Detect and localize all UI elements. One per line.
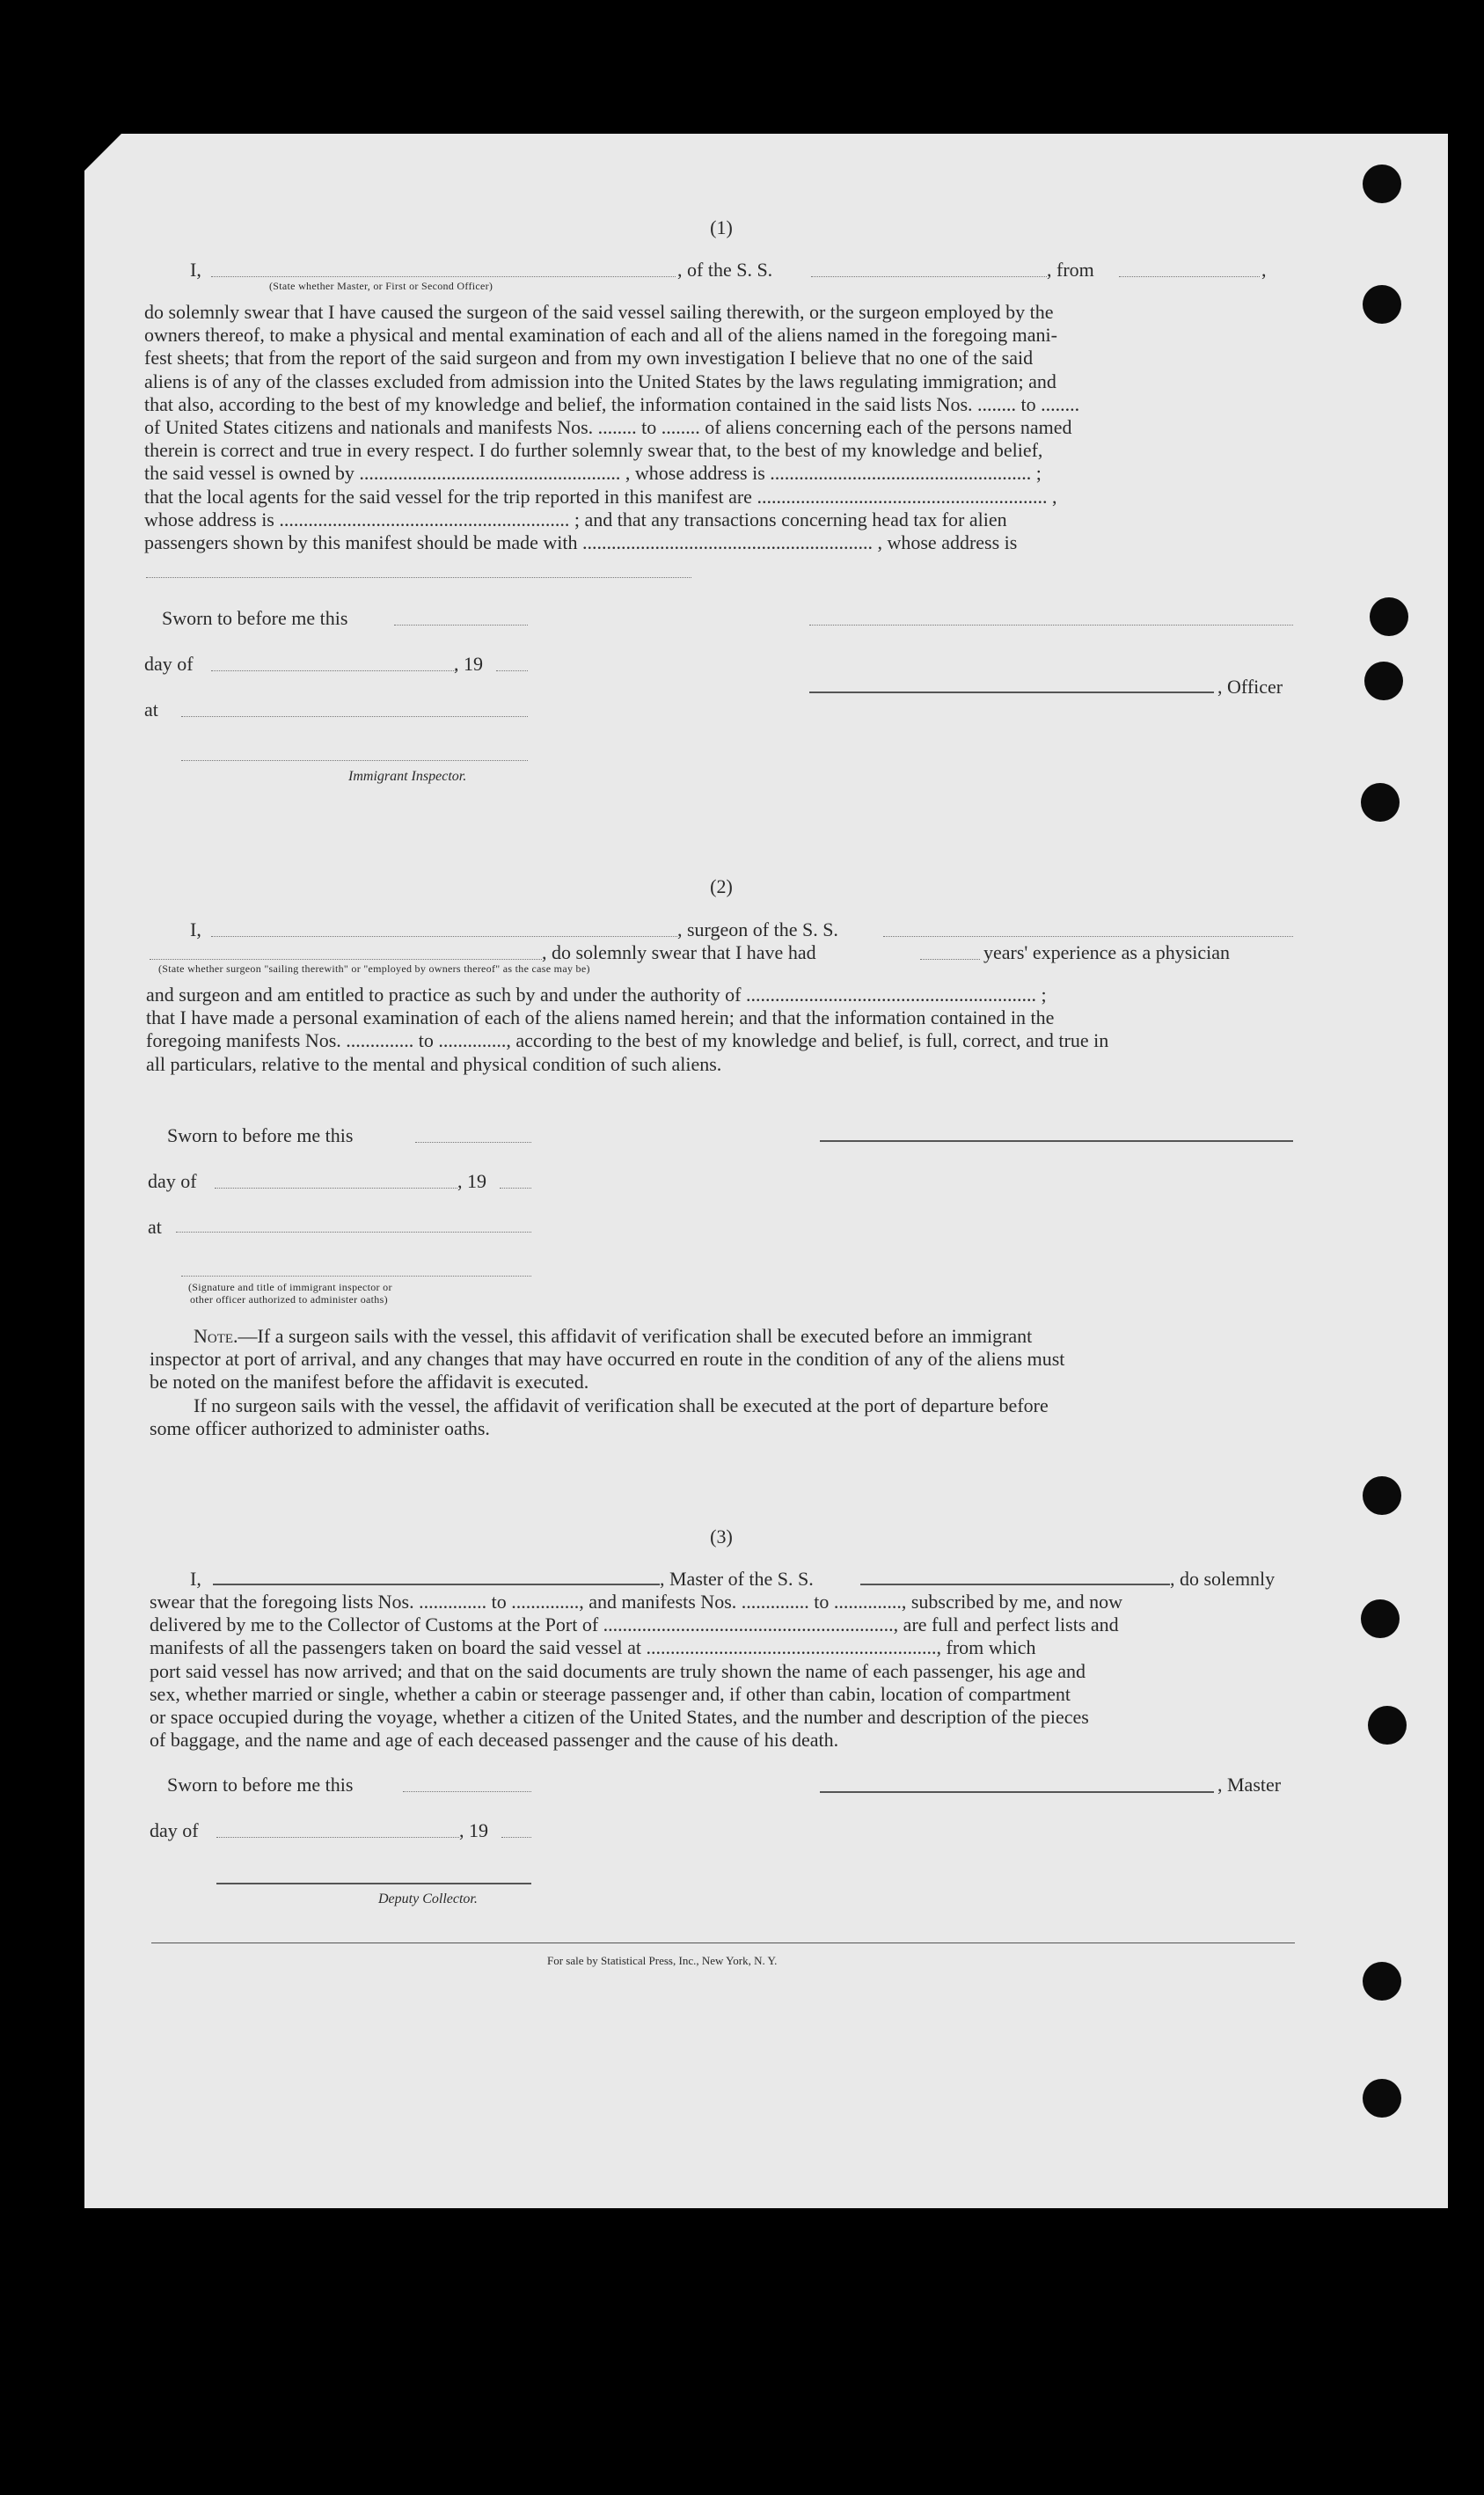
section2-19: , 19 (457, 1170, 486, 1192)
oath-line: passengers shown by this manifest should be made with ............................................................ , whose address is (144, 531, 1018, 554)
oath-line: delivered by me to the Collector of Customs at the Port of ............................................................, are full and perfect lists and (150, 1613, 1119, 1636)
punch-hole (1361, 1599, 1400, 1638)
oath-line: fest sheets; that from the report of the said surgeon and from my own investigation I believe that no one of the said (144, 347, 1034, 369)
oath-line: that the local agents for the said vessel for the trip reported in this manifest are ............................................................ , (144, 485, 1057, 508)
section3-19: , 19 (459, 1819, 488, 1841)
section2-oath-text (146, 984, 1293, 1076)
oath-line: owners thereof, to make a physical and mental examination of each and all of the aliens named in the foregoing mani- (144, 324, 1057, 347)
section3-collector: Deputy Collector. (378, 1891, 478, 1906)
footer-imprint: For sale by Statistical Press, Inc., New York, N. Y. (547, 1954, 778, 1967)
oath-line: aliens is of any of the classes excluded from admission into the United States by the laws regulating immigration; and (144, 369, 1056, 392)
blank-at-place (181, 716, 528, 717)
section1-of-ss: , of the S. S. (677, 259, 773, 281)
section3-day-of: day of (150, 1819, 199, 1841)
punch-hole (1363, 165, 1401, 203)
section3-sworn: Sworn to before me this (167, 1774, 354, 1796)
punch-hole (1363, 285, 1401, 324)
oath-line: whose address is ............................................................ ; and that any transactions concerning head tax for alien (144, 508, 1007, 530)
section3-master: , Master (1217, 1774, 1282, 1796)
section2-number: (2) (710, 875, 733, 897)
inspector-signature-line (181, 760, 528, 761)
section1-at: at (144, 699, 158, 721)
blank-year (500, 1188, 531, 1189)
oath-line: and surgeon and am entitled to practice as such by and under the authority of ............................................................ ; (146, 984, 1047, 1006)
blank-year (501, 1837, 531, 1838)
blank-day (216, 1837, 459, 1838)
blank-day (215, 1188, 457, 1189)
note-line: If no surgeon sails with the vessel, the affidavit of verification shall be executed at the port of departure before (194, 1394, 1049, 1416)
oath-line: or space occupied during the voyage, whether a citizen of the United States, and the number and description of the pieces (150, 1706, 1089, 1729)
section3-master-of: , Master of the S. S. (660, 1568, 814, 1590)
note-line: inspector at port of arrival, and any changes that may have occurred en route in the condition of any of the aliens must (150, 1348, 1065, 1371)
section1-oath-text (144, 301, 1291, 554)
section1-number: (1) (710, 216, 733, 238)
oath-line: sex, whether married or single, whether a cabin or steerage passenger and, if other than cabin, location of compartment (150, 1682, 1071, 1705)
punch-hole (1361, 783, 1400, 822)
oath-line: do solemnly swear that I have caused the surgeon of the said vessel sailing therewith, or the surgeon employed by the (144, 301, 1054, 323)
section1-comma: , (1261, 259, 1267, 281)
oath-line: swear that the foregoing lists Nos. .............. to .............., and manifests Nos. .............. to .............., subscribed by me, and now (150, 1591, 1122, 1613)
blank-vessel-name (811, 276, 1047, 277)
section2-note (150, 1325, 1293, 1440)
section2-i: I, (190, 918, 201, 940)
section2-day-of: day of (148, 1170, 197, 1192)
section1-sworn: Sworn to before me this (162, 607, 348, 629)
section1-day-of: day of (144, 653, 194, 675)
punch-hole (1368, 1706, 1407, 1745)
master-signature-line (820, 1791, 1214, 1793)
blank-at-place (176, 1232, 531, 1233)
oath-line: that I have made a personal examination of each of the aliens named herein; and that the information contained in the (146, 1006, 1055, 1029)
blank-from-port (1119, 276, 1260, 277)
oath-line: foregoing manifests Nos. .............. to .............., according to the best of my knowledge and belief, is full, correct, and true in (146, 1029, 1109, 1052)
blank-address (146, 577, 691, 578)
collector-signature-line (216, 1883, 531, 1884)
section3-i: I, (190, 1568, 201, 1590)
section2-sig-note-2: other officer authorized to administer oaths) (190, 1293, 388, 1306)
note-line: be noted on the manifest before the affidavit is executed. (150, 1371, 589, 1394)
blank-officer-signature (809, 625, 1293, 626)
note-lead: Note. (194, 1325, 238, 1347)
punch-hole (1370, 597, 1408, 636)
oath-line: of United States citizens and nationals and manifests Nos. ........ to ........ of aliens concerning each of the persons named (144, 416, 1072, 439)
blank-sworn-date (415, 1142, 531, 1143)
oath-line: the said vessel is owned by ...................................................... , whose address is ...................................................... ; (144, 462, 1042, 485)
section2-status-note: (State whether surgeon "sailing therewith" or "employed by owners thereof" as the case may be) (158, 962, 590, 975)
punch-hole (1363, 2079, 1401, 2118)
note-line: —If a surgeon sails with the vessel, this affidavit of verification shall be executed before an immigrant (238, 1325, 1033, 1347)
section1-from: , from (1047, 259, 1094, 281)
blank-surgeon-name (211, 936, 677, 937)
officer-signature-line (809, 691, 1214, 693)
punch-hole (1363, 1962, 1401, 2001)
blank-year (496, 670, 528, 671)
section1-rank-note: (State whether Master, or First or Second Officer) (269, 280, 493, 292)
surgeon-signature-line (820, 1140, 1293, 1142)
oath-line: all particulars, relative to the mental and physical condition of such aliens. (146, 1052, 722, 1075)
note-line: some officer authorized to administer oaths. (150, 1416, 490, 1439)
section2-surgeon-of: , surgeon of the S. S. (677, 918, 838, 940)
section3-solemnly: , do solemnly (1170, 1568, 1276, 1590)
blank-years (920, 959, 980, 960)
oath-line: port said vessel has now arrived; and that on the said documents are truly shown the name of each passenger, his age and (150, 1659, 1086, 1682)
section2-sworn: Sworn to before me this (167, 1124, 354, 1146)
oath-line: manifests of all the passengers taken on board the said vessel at ............................................................, from which (150, 1636, 1036, 1659)
blank-vessel-name (883, 936, 1293, 937)
blank-master-name (213, 1584, 660, 1585)
blank-officer-rank (211, 276, 676, 277)
section1-19: , 19 (454, 653, 483, 675)
blank-vessel-name (860, 1584, 1170, 1585)
section2-swear: , do solemnly swear that I have had (542, 941, 816, 963)
section2-at: at (148, 1216, 162, 1238)
section1-i: I, (190, 259, 201, 281)
oath-line: therein is correct and true in every respect. I do further solemnly swear that, to the best of my knowledge and belief, (144, 439, 1043, 462)
section1-officer: , Officer (1217, 676, 1283, 698)
examiner-signature-line (181, 1276, 531, 1277)
punch-hole (1364, 662, 1403, 700)
punch-hole (1363, 1476, 1401, 1515)
section2-sig-note-1: (Signature and title of immigrant inspector or (188, 1281, 392, 1293)
section3-number: (3) (710, 1526, 733, 1547)
oath-line: of baggage, and the name and age of each deceased passenger and the cause of his death. (150, 1729, 839, 1752)
blank-surgeon-status (150, 959, 542, 960)
section3-oath-text (150, 1591, 1297, 1752)
section2-years: years' experience as a physician (983, 941, 1231, 963)
blank-sworn-date (394, 625, 528, 626)
oath-line: that also, according to the best of my knowledge and belief, the information contained in the said lists Nos. ........ to ........ (144, 392, 1080, 415)
blank-sworn-date (403, 1791, 531, 1792)
section1-inspector: Immigrant Inspector. (348, 769, 467, 784)
blank-day (211, 670, 457, 671)
